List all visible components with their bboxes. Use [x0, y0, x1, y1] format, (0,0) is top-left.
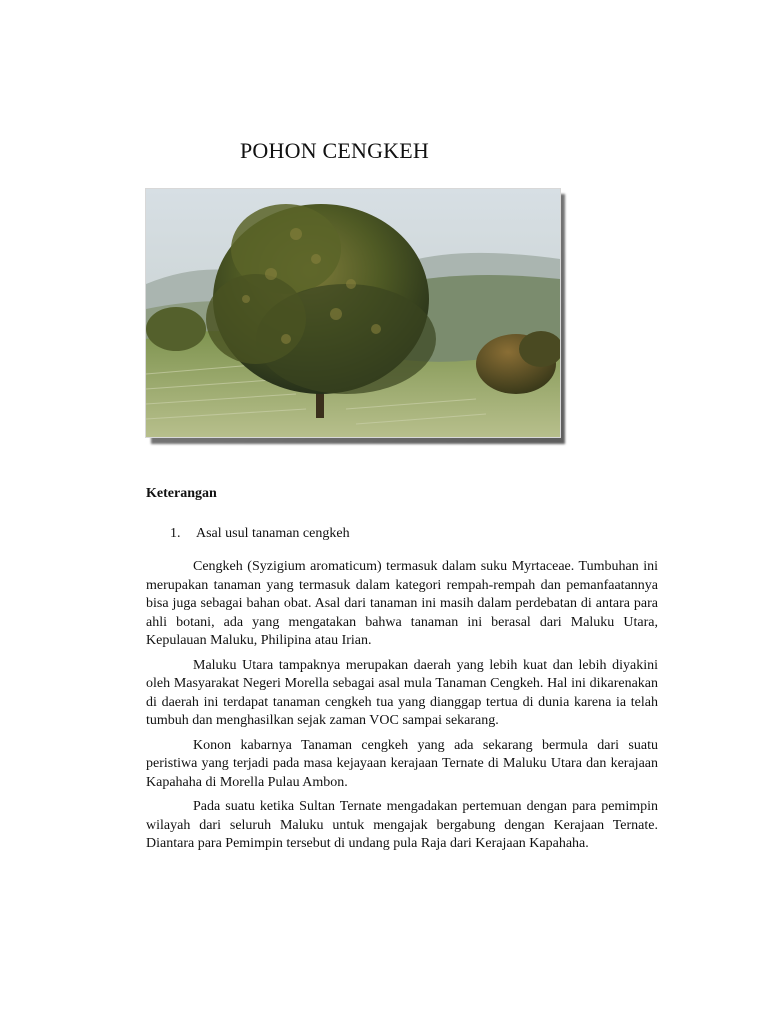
list-item-text: Asal usul tanaman cengkeh	[196, 526, 350, 541]
clove-tree-image	[146, 189, 560, 437]
photo-frame	[145, 188, 561, 438]
page-title: POHON CENGKEH	[240, 138, 429, 163]
paragraph-1: Cengkeh (Syzigium aromaticum) termasuk dalam suku Myrtaceae. Tumbuhan ini merupakan tanaman yang termasuk dalam kategori rempah-rempah dan pemanfaatannya bisa juga sebagai bahan obat. Asal dari tanaman ini masih dalam perdebatan di antara para ahli botani, ada yang mengatakan bahwa tanaman ini berasal dari Maluku Utara, Kepulauan Maluku, Philipina atau Irian.	[146, 559, 658, 648]
section-heading: Keterangan	[146, 486, 217, 501]
paragraph-4: Pada suatu ketika Sultan Ternate mengadakan pertemuan dengan para pemimpin wilayah dari seluruh Maluku untuk mengajak bergabung dengan Kerajaan Ternate. Diantara para Pemimpin tersebut di undang pula Raja dari Kerajaan Kapahaha.	[146, 799, 658, 851]
paragraph-2: Maluku Utara tampaknya merupakan daerah yang lebih kuat dan lebih diyakini oleh Masyarakat Negeri Morella sebagai asal mula Tanaman Cengkeh. Hal ini dikarenakan di daerah ini terdapat tanaman cengkeh tua yang dianggap tertua di dunia karena ia telah tumbuh dan menghasilkan sejak zaman VOC sampai sekarang.	[146, 657, 658, 728]
paragraph-3: Konon kabarnya Tanaman cengkeh yang ada sekarang bermula dari suatu peristiwa yang terjadi pada masa kejayaan kerajaan Ternate di Maluku Utara dan kerajaan Kapahaha di Morella Pulau Ambon.	[146, 737, 658, 790]
list-item	[170, 526, 350, 542]
list-item-number: 1.	[170, 526, 181, 541]
clove-tree-photo	[145, 188, 567, 444]
body-text	[146, 558, 658, 860]
